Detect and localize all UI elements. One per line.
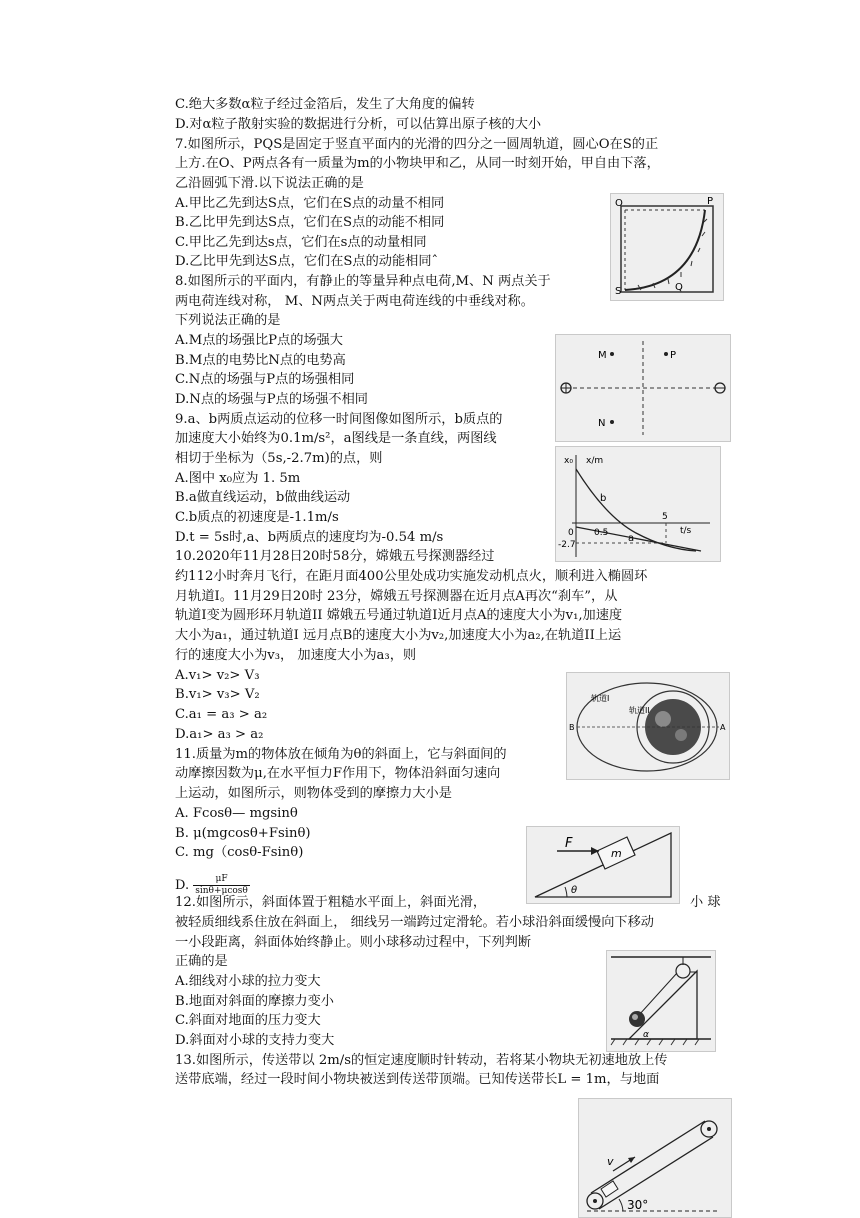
text-line: B.乙比甲先到达S点，它们在S点的动能不相同: [175, 215, 445, 230]
text-line: B.地面对斜面的摩擦力变小: [175, 994, 334, 1009]
text-line: A.M点的场强比P点的场强大: [175, 333, 343, 348]
figure-q12-ball-on-incline: [606, 950, 716, 1052]
text-line: D.对α粒子散射实验的数据进行分析，可以估算出原子核的大小: [175, 117, 542, 132]
fig9-label-b: b: [600, 493, 607, 504]
text-line: 两电荷连线对称， M、N两点关于两电荷连线的中垂线对称。: [175, 294, 534, 309]
text-line: B.a做直线运动，b做曲线运动: [175, 490, 351, 505]
text-line: C.斜面对地面的压力变大: [175, 1013, 321, 1028]
fig8-label-p: P: [670, 350, 677, 361]
text-line: B. μ(mgcosθ+Fsinθ): [175, 826, 311, 841]
q11-d-denominator: sinθ+μcosθ: [195, 886, 248, 896]
text-line: 月轨道I。11月29日20时 23分，嫦娥五号探测器在近月点A再次“刹车”，从: [175, 589, 618, 604]
text-line: 约112小时奔月飞行，在距月面400公里处成功实施发动机点火，顺利进入椭圆环: [175, 569, 648, 584]
text-line: 正确的是: [175, 954, 228, 969]
text-line: C. mg（cosθ-Fsinθ): [175, 845, 304, 860]
text-line: C.b质点的初速度是-1.1m/s: [175, 510, 339, 525]
fig11-label-m: m: [611, 847, 622, 860]
figure-q7-quarter-circle-track: [610, 193, 724, 301]
fig7-label-s: S: [615, 286, 622, 297]
text-line: 加速度大小始终为0.1m/s²，a图线是一条直线，两图线: [175, 431, 497, 446]
fig9-label-0: 0: [568, 528, 574, 538]
text-line: A. Fcosθ— mgsinθ: [175, 806, 298, 821]
figure-q11-incline-force: [526, 826, 680, 904]
text-line: 大小为a₁，通过轨道I 远月点B的速度大小为v₂,加速度大小为a₂,在轨道II上运: [175, 628, 622, 643]
figure-q9-xt-graph: [555, 446, 721, 562]
q11-option-d-prefix: D.: [175, 878, 190, 893]
text-line: C.N点的场强与P点的场强相同: [175, 372, 355, 387]
text-line: B.M点的电势比N点的电势高: [175, 353, 346, 368]
fig7-label-q: Q: [675, 282, 683, 293]
text-line: 上方.在O、P两点各有一质量为m的小物块甲和乙，从同一时刻开始，甲自由下落，: [175, 156, 660, 171]
fig10-label-orbit1: 轨道I: [591, 694, 610, 703]
text-line: 12.如图所示，斜面体置于粗糙水平面上，斜面光滑，: [175, 895, 487, 910]
text-line: D.t = 5s时,a、b两质点的速度均为-0.54 m/s: [175, 530, 444, 545]
fig13-label-angle: 30°: [627, 1198, 649, 1212]
figure-q13-conveyor-belt: [578, 1098, 732, 1218]
text-line: B.v₁> v₃> V₂: [175, 687, 260, 702]
fig10-label-a: A: [720, 723, 726, 732]
figure-q8-point-charges: [555, 334, 731, 442]
text-line: 11.质量为m的物体放在倾角为θ的斜面上，它与斜面间的: [175, 747, 507, 762]
text-line: 9.a、b两质点运动的位移一时间图像如图所示，b质点的: [175, 412, 503, 427]
fig7-label-p: P: [707, 196, 714, 207]
text-line: 相切于坐标为（5s,-2.7m)的点，则: [175, 451, 383, 466]
text-line: D.a₁> a₃ > a₂: [175, 727, 264, 742]
text-line: D.斜面对小球的支持力变大: [175, 1033, 335, 1048]
text-line: D.N点的场强与P点的场强不相同: [175, 392, 368, 407]
text-line: A.甲比乙先到达S点，它们在S点的动量不相同: [175, 196, 445, 211]
fig9-label-05: 0.5: [594, 528, 609, 538]
text-line: C.绝大多数α粒子经过金箔后，发生了大角度的偏转: [175, 97, 475, 112]
text-line: 10.2020年11月28日20时58分，嫦娥五号探测器经过: [175, 549, 495, 564]
text-line: 小 球: [690, 895, 721, 910]
text-line: A.v₁> v₂> V₃: [175, 668, 260, 683]
fig12-label-alpha: α: [643, 1030, 649, 1040]
fig11-label-f: F: [565, 836, 573, 851]
text-line: 送带底端，经过一段时间小物块被送到传送带顶端。已知传送带长L = 1m，与地面: [175, 1072, 660, 1087]
text-line: 动摩擦因数为μ,在水平恒力F作用下，物体沿斜面匀速向: [175, 766, 501, 781]
fig9-label-neg27: -2.7: [558, 540, 576, 550]
text-line: 7.如图所示，PQS是固定于竖直平面内的光滑的四分之一圆周轨道，圆心O在S的正: [175, 137, 659, 152]
text-line: 下列说法正确的是: [175, 313, 281, 328]
text-line: 一小段距离，斜面体始终静止。则小球移动过程中，下列判断: [175, 935, 532, 950]
fig8-label-m: M: [598, 350, 607, 361]
fig9-label-5: 5: [662, 512, 668, 522]
q11-d-numerator: μF: [193, 874, 250, 886]
fig9-label-a: a: [628, 533, 635, 544]
text-line: A.细线对小球的拉力变大: [175, 974, 321, 989]
text-line: A.图中 x₀应为 1. 5m: [175, 471, 301, 486]
text-line: C.a₁ = a₃ > a₂: [175, 707, 268, 722]
text-line: 乙沿圆弧下滑.以下说法正确的是: [175, 176, 364, 191]
text-line: 8.如图所示的平面内，有静止的等量异种点电荷,M、N 两点关于: [175, 274, 551, 289]
text-line: 上运动，如图所示，则物体受到的摩擦力大小是: [175, 786, 452, 801]
figure-q10-lunar-orbits: [566, 672, 730, 780]
fig9-label-x0: x₀: [564, 456, 573, 466]
fig11-label-theta: θ: [571, 885, 578, 896]
text-line: 被轻质细线系住放在斜面上， 细线另一端跨过定滑轮。若小球沿斜面缓慢向下移动: [175, 915, 654, 930]
fig13-label-v: v: [607, 1155, 614, 1168]
text-line: D.乙比甲先到达S点，它们在S点的动能相同ˆ: [175, 254, 439, 269]
fig9-label-xunit: x/m: [586, 456, 604, 466]
text-line: C.甲比乙先到达s点，它们在s点的动量相同: [175, 235, 427, 250]
q11-option-d: [175, 874, 250, 897]
fig8-label-n: N: [598, 418, 606, 429]
fig7-label-o: O: [615, 198, 623, 209]
text-line: 13.如图所示，传送带以 2m/s的恒定速度顺时针转动，若将某小物块无初速地放上传: [175, 1053, 668, 1068]
fig10-label-orbit2: 轨道II: [629, 706, 650, 715]
fig10-label-b: B: [569, 723, 575, 732]
fig9-label-tunit: t/s: [680, 526, 692, 536]
text-line: 行的速度大小为v₃， 加速度大小为a₃，则: [175, 648, 417, 663]
text-line: 轨道I变为圆形环月轨道II 嫦娥五号通过轨道I近月点A的速度大小为v₁,加速度: [175, 608, 623, 623]
